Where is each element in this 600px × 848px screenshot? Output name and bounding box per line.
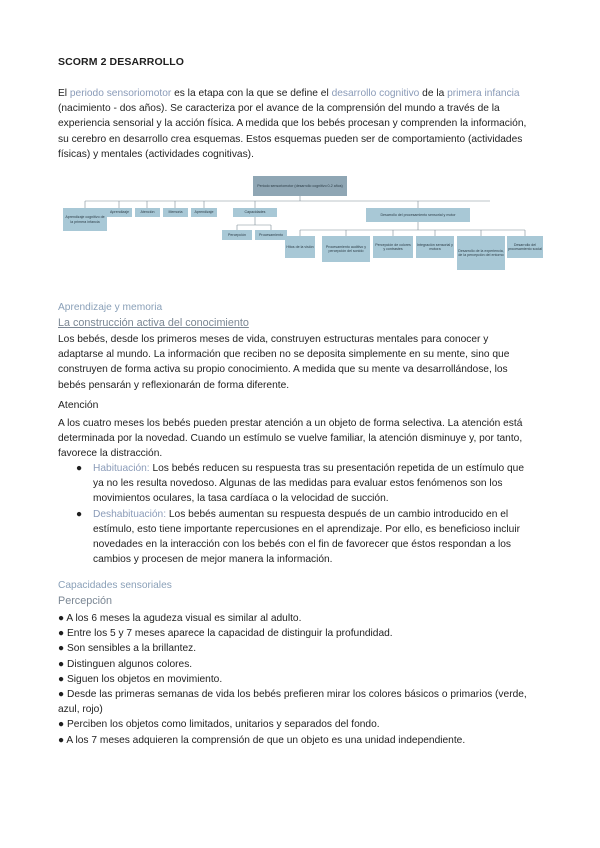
deshabituacion-text: Los bebés aumentan su respuesta después de un cambio introducido en el estímulo, esto tiene importante repercusiones en el aprendizaje. Por ello, es beneficioso incluir novedades en la interacción con los bebés con el fin de favorecer que éstos respondan a los cambios y procesen de mejor manera la información. — [93, 508, 520, 566]
diagram-node-percepcion: Percepción — [222, 230, 252, 240]
diagram-node-social: Desarrollo del procesamiento social — [507, 236, 543, 258]
attention-paragraph: A los cuatro meses los bebés pueden prestar atención a un objeto de forma selectiva. La atención está determinada por la novedad. Cuando un estímulo se vuelve familiar, la atención disminuye y, por tanto, favorece la distracción. — [58, 418, 523, 460]
construccion-paragraph: Los bebés, desde los primeros meses de vida, construyen estructuras mentales para conocer y adaptarse al mundo. La información que reciben no se deposita simplemente en su mente, sino que construyen de forma activa su propio conocimiento. A medida que su mente va desarrollándose, los bebés pensarán y reflexionarán de forma diferente. — [58, 334, 510, 391]
intro-text-1: El — [58, 88, 70, 99]
term-deshabituacion: Deshabituación: — [93, 508, 167, 520]
diagram-node-integracion: Integración sensorial y motora — [416, 236, 454, 258]
term-habituacion: Habituación: — [93, 463, 150, 474]
document-title: SCORM 2 DESARROLLO — [58, 56, 185, 68]
attention-bullet-list — [76, 461, 526, 567]
diagram-node-auditivo: Procesamiento auditivo y percepción del sonido — [322, 236, 370, 262]
list-item: ● A los 7 meses adquieren la comprensión de que un objeto es una unidad independiente. — [58, 734, 466, 746]
intro-text-4: (nacimiento - dos años). Se caracteriza por el avance de la comprensión del mundo a través de la experiencia sensorial y la acción física. A medida que los bebés procesan y comprenden la información, su cerebro en desarrollo crea esquemas. Estos esquemas pueden ser de comportamiento (actividades físicas) y mentales (actividades cognitivas). — [58, 103, 527, 160]
list-item-deshabituacion — [76, 507, 526, 568]
list-item: ● Desde las primeras semanas de vida los bebés prefieren mirar los colores básicos o primarios (verde, azul, rojo) — [58, 689, 527, 716]
diagram-node-memoria: Memoria — [163, 208, 188, 217]
diagram-node-experiencia: Desarrollo de la experiencia, de la percepción del entorno — [457, 236, 505, 270]
section-subheading-construccion: La construcción activa del conocimiento — [58, 317, 249, 329]
diagram-node-vision: Hitos de la visión — [285, 236, 315, 258]
diagram-node-aprendizaje: Aprendizaje — [107, 208, 132, 217]
list-item: ● Siguen los objetos en movimiento. — [58, 673, 223, 685]
section-heading-capacidades: Capacidades sensoriales — [58, 580, 172, 591]
bullet-dot-icon: ● — [76, 508, 83, 520]
list-item: ● Entre los 5 y 7 meses aparece la capacidad de distinguir la profundidad. — [58, 628, 393, 640]
list-item: ● Son sensibles a la brillantez. — [58, 643, 197, 655]
list-item: ● A los 6 meses la agudeza visual es similar al adulto. — [58, 613, 302, 624]
keyword-periodo-sensoriomotor: periodo sensoriomotor — [69, 88, 172, 99]
list-item: ● Perciben los objetos como limitados, unitarios y separados del fondo. — [58, 719, 380, 731]
section-subheading-percepcion: Percepción — [58, 595, 113, 607]
list-item-habituacion — [76, 461, 526, 507]
intro-text-3: de la — [419, 88, 448, 99]
diagram-node-desarrollo-sensorial: Desarrollo del procesamiento sensorial y motor — [366, 208, 470, 222]
diagram-node-aprendizaje-2: Aprendizaje — [191, 208, 217, 217]
diagram-node-colores: Percepción de colores y contrastes — [373, 236, 413, 258]
concept-map-diagram — [0, 0, 600, 300]
diagram-node-capacidades: Capacidades — [233, 208, 277, 217]
attention-heading: Atención — [58, 400, 99, 411]
percepcion-list — [58, 611, 528, 748]
diagram-node-atencion: Atención — [135, 208, 160, 217]
section-heading-aprendizaje-memoria: Aprendizaje y memoria — [58, 302, 163, 313]
diagram-node-aprendizaje-cognitivo: Aprendizaje cognitivo de la primera infancia — [63, 208, 107, 231]
habituacion-text: Los bebés reducen su respuesta tras su presentación repetida de un estímulo que ya no les resulta novedoso. Algunas de las medidas para evaluar estos fenómenos son los movimientos oculares, la tasa cardíaca o la velocidad de succión. — [93, 463, 524, 505]
list-item: ● Distinguen algunos colores. — [58, 658, 193, 670]
bullet-dot-icon: ● — [76, 463, 83, 474]
diagram-root-node: Periodo sensoriomotor (desarrollo cognitivo 0-2 años) — [253, 176, 347, 196]
keyword-primera-infancia: primera infancia — [447, 88, 520, 99]
intro-text-2: es la etapa con la que se define el — [171, 88, 332, 99]
diagram-node-procesamiento: Procesamiento — [255, 230, 287, 240]
keyword-desarrollo-cognitivo: desarrollo cognitivo — [331, 88, 420, 99]
